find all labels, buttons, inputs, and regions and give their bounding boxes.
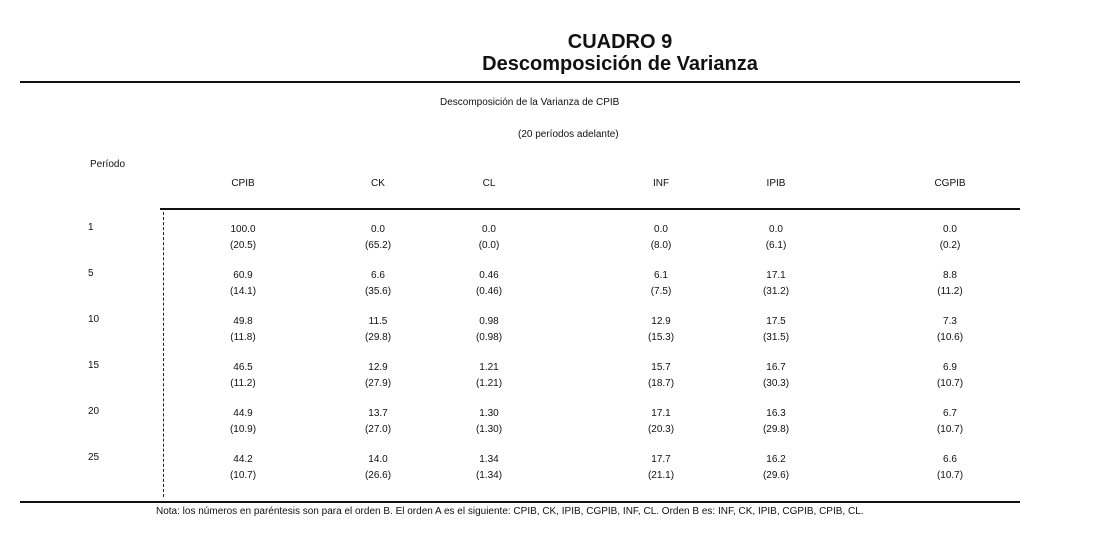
order-b-value: (31.2) xyxy=(762,286,790,297)
period-column-header: Período xyxy=(90,159,126,170)
table-cell xyxy=(183,222,303,254)
period-value: 15 xyxy=(88,360,100,371)
order-a-value: 1.21 xyxy=(479,362,499,373)
table-cell xyxy=(716,406,836,438)
top-rule xyxy=(20,81,1020,83)
order-a-value: 6.6 xyxy=(371,270,385,281)
column-header: CK xyxy=(371,178,385,189)
table-cell xyxy=(318,360,438,392)
table-cell xyxy=(601,222,721,254)
period-value: 5 xyxy=(88,268,94,279)
column-header: IPIB xyxy=(766,178,786,189)
order-b-value: (65.2) xyxy=(364,240,392,251)
order-a-value: 0.0 xyxy=(654,224,668,235)
table-cell xyxy=(890,268,1010,300)
order-a-value: 16.3 xyxy=(766,408,786,419)
table-cell xyxy=(601,360,721,392)
order-a-value: 100.0 xyxy=(230,224,256,235)
order-a-value: 0.98 xyxy=(479,316,499,327)
order-b-value: (35.6) xyxy=(364,286,392,297)
table-cell xyxy=(429,314,549,346)
order-a-value: 1.30 xyxy=(479,408,499,419)
order-b-value: (1.34) xyxy=(475,470,503,481)
table-cell xyxy=(318,222,438,254)
order-b-value: (29.6) xyxy=(762,470,790,481)
table-cell xyxy=(318,314,438,346)
table-cell xyxy=(716,268,836,300)
order-a-value: 46.5 xyxy=(233,362,253,373)
header-rule xyxy=(160,208,1020,210)
order-b-value: (1.30) xyxy=(475,424,503,435)
order-a-value: 6.7 xyxy=(943,408,957,419)
order-b-value: (31.5) xyxy=(762,332,790,343)
table-cell xyxy=(183,406,303,438)
order-b-value: (10.7) xyxy=(936,424,964,435)
table-cell xyxy=(601,268,721,300)
table-cell xyxy=(183,314,303,346)
order-b-value: (7.5) xyxy=(650,286,672,297)
order-b-value: (21.1) xyxy=(647,470,675,481)
table-cell xyxy=(183,360,303,392)
order-b-value: (14.1) xyxy=(229,286,257,297)
table-cell xyxy=(890,222,1010,254)
order-b-value: (10.6) xyxy=(936,332,964,343)
table-cell xyxy=(429,268,549,300)
table-cell xyxy=(716,314,836,346)
column-header: CGPIB xyxy=(934,178,966,189)
order-a-value: 0.0 xyxy=(943,224,957,235)
period-value: 10 xyxy=(88,314,100,325)
table-row xyxy=(0,360,1120,400)
order-b-value: (0.98) xyxy=(475,332,503,343)
order-a-value: 16.2 xyxy=(766,454,786,465)
order-a-value: 60.9 xyxy=(233,270,253,281)
table-cell xyxy=(890,360,1010,392)
table-cell xyxy=(183,452,303,484)
table-row xyxy=(0,222,1120,262)
order-b-value: (11.8) xyxy=(230,332,256,343)
order-b-value: (30.3) xyxy=(762,378,790,389)
table-cell xyxy=(890,406,1010,438)
table-cell xyxy=(183,268,303,300)
table-cell xyxy=(890,314,1010,346)
table-cell xyxy=(716,222,836,254)
order-b-value: (11.2) xyxy=(230,378,256,389)
table-cell xyxy=(429,452,549,484)
order-a-value: 49.8 xyxy=(233,316,253,327)
order-a-value: 0.0 xyxy=(371,224,385,235)
table-cell xyxy=(601,406,721,438)
table-cell xyxy=(601,314,721,346)
order-a-value: 11.5 xyxy=(368,316,388,327)
table-cell xyxy=(318,452,438,484)
order-b-value: (11.2) xyxy=(937,286,963,297)
table-cell xyxy=(716,452,836,484)
period-value: 1 xyxy=(88,222,94,233)
order-a-value: 13.7 xyxy=(368,408,388,419)
table-row xyxy=(0,268,1120,308)
order-b-value: (0.2) xyxy=(939,240,961,251)
order-a-value: 17.5 xyxy=(766,316,786,327)
order-b-value: (27.9) xyxy=(364,378,392,389)
order-a-value: 16.7 xyxy=(766,362,786,373)
order-a-value: 6.9 xyxy=(943,362,957,373)
table-row xyxy=(0,406,1120,446)
order-a-value: 12.9 xyxy=(368,362,388,373)
order-b-value: (1.21) xyxy=(475,378,503,389)
order-a-value: 44.2 xyxy=(233,454,253,465)
order-b-value: (15.3) xyxy=(647,332,675,343)
order-b-value: (18.7) xyxy=(647,378,675,389)
order-a-value: 0.0 xyxy=(769,224,783,235)
order-b-value: (6.1) xyxy=(765,240,787,251)
order-b-value: (20.5) xyxy=(229,240,257,251)
order-a-value: 6.1 xyxy=(654,270,668,281)
order-a-value: 0.0 xyxy=(482,224,496,235)
order-b-value: (20.3) xyxy=(647,424,675,435)
table-cell xyxy=(429,406,549,438)
order-b-value: (29.8) xyxy=(364,332,392,343)
table-cell xyxy=(318,268,438,300)
order-b-value: (10.9) xyxy=(229,424,257,435)
order-a-value: 15.7 xyxy=(651,362,671,373)
table-row xyxy=(0,452,1120,492)
order-b-value: (26.6) xyxy=(364,470,392,481)
period-value: 20 xyxy=(88,406,100,417)
table-cell xyxy=(429,222,549,254)
order-b-value: (10.7) xyxy=(936,470,964,481)
table-note: Nota: los números en paréntesis son para el orden B. El orden A es el siguiente: CPIB, CK, IPIB, CGPIB, INF, CL. Orden B es: INF, CK, IPIB, CGPIB, CPIB, CL. xyxy=(156,506,864,517)
table-subtitle-heading: Descomposición de Varianza xyxy=(482,53,758,75)
column-header: CL xyxy=(482,178,496,189)
order-b-value: (0.46) xyxy=(475,286,503,297)
order-a-value: 8.8 xyxy=(943,270,957,281)
order-a-value: 12.9 xyxy=(651,316,671,327)
order-b-value: (10.7) xyxy=(936,378,964,389)
horizon-caption: (20 períodos adelante) xyxy=(518,129,619,140)
order-a-value: 0.46 xyxy=(479,270,499,281)
table-cell xyxy=(429,360,549,392)
order-b-value: (10.7) xyxy=(229,470,257,481)
order-a-value: 7.3 xyxy=(943,316,957,327)
order-b-value: (8.0) xyxy=(650,240,672,251)
column-header: CPIB xyxy=(231,178,255,189)
period-value: 25 xyxy=(88,452,100,463)
bottom-rule xyxy=(20,501,1020,503)
order-a-value: 6.6 xyxy=(943,454,957,465)
table-cell xyxy=(716,360,836,392)
table-caption: Descomposición de la Varianza de CPIB xyxy=(440,97,620,108)
table-row xyxy=(0,314,1120,354)
order-b-value: (0.0) xyxy=(478,240,500,251)
order-a-value: 17.1 xyxy=(766,270,786,281)
table-cell xyxy=(890,452,1010,484)
column-header: INF xyxy=(652,178,670,189)
order-a-value: 44.9 xyxy=(233,408,253,419)
order-a-value: 1.34 xyxy=(479,454,499,465)
table-cell xyxy=(318,406,438,438)
order-a-value: 17.1 xyxy=(651,408,671,419)
order-b-value: (27.0) xyxy=(364,424,392,435)
table-title: CUADRO 9 xyxy=(567,31,673,53)
order-a-value: 14.0 xyxy=(368,454,388,465)
table-cell xyxy=(601,452,721,484)
order-b-value: (29.8) xyxy=(762,424,790,435)
order-a-value: 17.7 xyxy=(651,454,671,465)
